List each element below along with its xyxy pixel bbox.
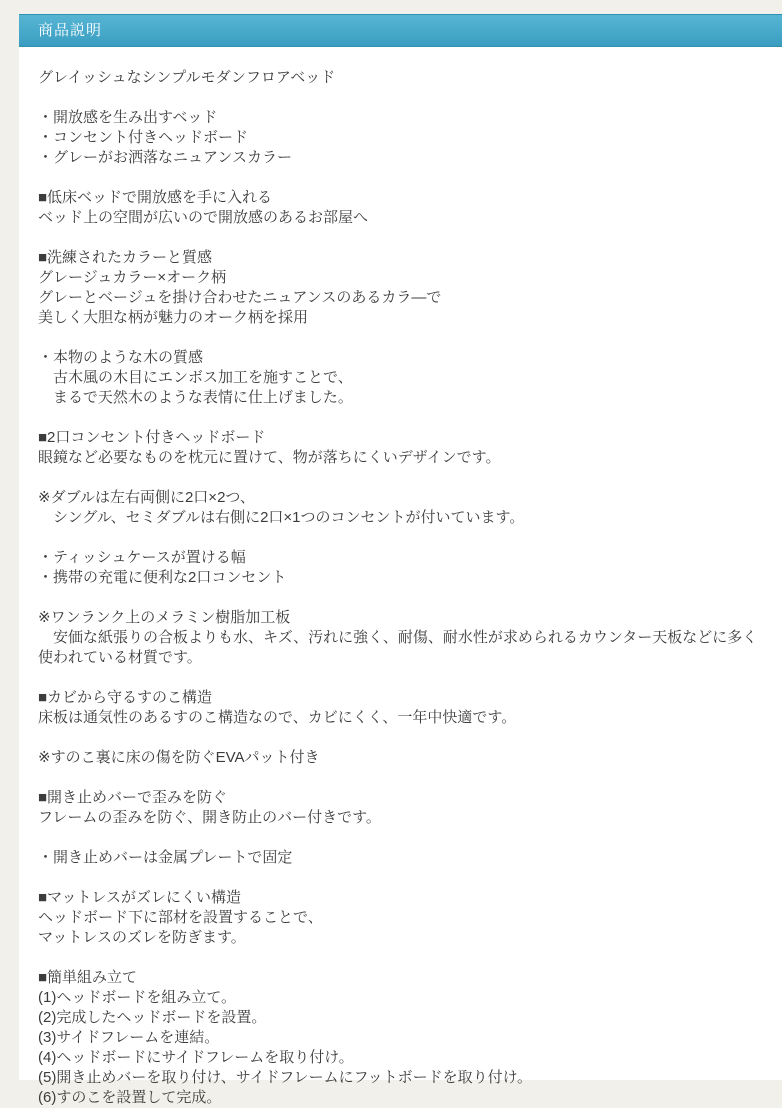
description-line: (4)ヘッドボードにサイドフレームを取り付け。: [38, 1049, 354, 1066]
description-blank-line: [38, 408, 772, 428]
description-line: ・ティッシュケースが置ける幅: [38, 549, 246, 566]
description-line: マットレスのズレを防ぎます。: [38, 929, 246, 946]
description-line: ヘッドボード下に部材を設置することで、: [38, 909, 323, 926]
description-blank-line: [38, 88, 772, 108]
description-blank-line: [38, 468, 772, 488]
description-line: ベッド上の空間が広いので開放感のあるお部屋へ: [38, 209, 369, 226]
description-line: ・本物のような木の質感: [38, 349, 204, 366]
section-header-bar: [19, 14, 782, 47]
description-line: まるで天然木のような表情に仕上げました。: [38, 389, 353, 406]
description-line: 美しく大胆な柄が魅力のオーク柄を採用: [38, 309, 309, 326]
description-line: 床板は通気性のあるすのこ構造なので、カビにくく、一年中快適です。: [38, 709, 517, 726]
description-line: ※ワンランク上のメラミン樹脂加工板: [38, 609, 291, 626]
description-line: 安価な紙張りの合板よりも水、キズ、汚れに強く、耐傷、耐水性が求められるカウンター天板などに多く使われている材質です。: [38, 629, 758, 666]
description-line: ■洗練されたカラーと質感: [38, 249, 213, 266]
description-line: グレージュカラー×オーク柄: [38, 269, 227, 286]
description-line: (1)ヘッドボードを組み立て。: [38, 989, 237, 1006]
description-line: (5)開き止めバーを取り付け、サイドフレームにフットボードを取り付け。: [38, 1069, 532, 1086]
description-blank-line: [38, 948, 772, 968]
description-line: (6)すのこを設置して完成。: [38, 1089, 222, 1106]
description-line: ・携帯の充電に便利な2口コンセント: [38, 569, 287, 586]
description-blank-line: [38, 728, 772, 748]
description-blank-line: [38, 588, 772, 608]
description-line: 眼鏡など必要なものを枕元に置けて、物が落ちにくいデザインです。: [38, 449, 501, 466]
description-line: ■開き止めバーで歪みを防ぐ: [38, 789, 228, 806]
description-blank-line: [38, 668, 772, 688]
description-line: ・コンセント付きヘッドボード: [38, 129, 249, 146]
description-line: (2)完成したヘッドボードを設置。: [38, 1009, 267, 1026]
description-line: ■低床ベッドで開放感を手に入れる: [38, 189, 273, 206]
description-blank-line: [38, 828, 772, 848]
description-blank-line: [38, 528, 772, 548]
product-description-text: [38, 68, 772, 1108]
description-blank-line: [38, 168, 772, 188]
description-blank-line: [38, 228, 772, 248]
description-line: 古木風の木目にエンボス加工を施すことで、: [38, 369, 353, 386]
description-line: ・グレーがお洒落なニュアンスカラー: [38, 149, 292, 166]
description-line: ※すのこ裏に床の傷を防ぐEVAパット付き: [38, 749, 320, 766]
description-line: ※ダブルは左右両側に2口×2つ、: [38, 489, 255, 506]
description-line: (3)サイドフレームを連結。: [38, 1029, 220, 1046]
description-blank-line: [38, 328, 772, 348]
section-title: 商品説明: [38, 22, 103, 39]
description-line: ■カビから守るすのこ構造: [38, 689, 213, 706]
description-line: ■マットレスがズレにくい構造: [38, 889, 242, 906]
description-line: フレームの歪みを防ぐ、開き防止のバー付きです。: [38, 809, 381, 826]
description-blank-line: [38, 868, 772, 888]
description-line: ・開き止めバーは金属プレートで固定: [38, 849, 293, 866]
description-blank-line: [38, 768, 772, 788]
description-line: グレーとベージュを掛け合わせたニュアンスのあるカラ―で: [38, 289, 442, 306]
description-line: ■2口コンセント付きヘッドボード: [38, 429, 266, 446]
description-line: ■簡単組み立て: [38, 969, 138, 986]
description-line: シングル、セミダブルは右側に2口×1つのコンセントが付いています。: [38, 509, 525, 526]
description-line: グレイッシュなシンプルモダンフロアベッド: [38, 69, 336, 86]
description-line: ・開放感を生み出すベッド: [38, 109, 218, 126]
